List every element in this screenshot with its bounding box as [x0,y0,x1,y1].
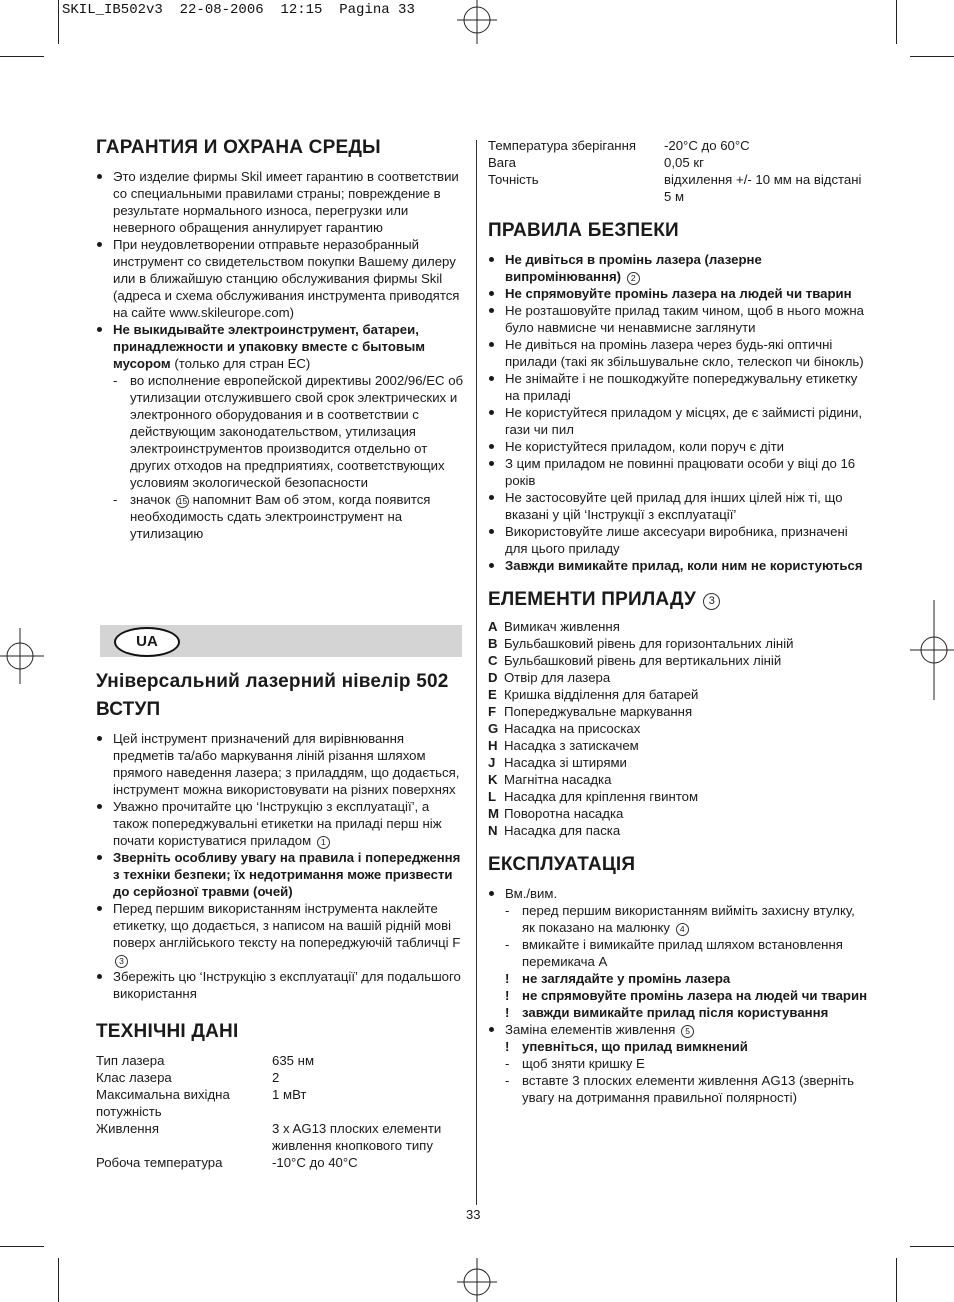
list-item: При неудовлетворении отправьте неразобранный инструмент со свидетельством покупки Вашему дилеру или в ближайшую станцию обслуживания фирмы Skil (адреса и схема обслуживания инструмента приводятся на сайте www.skileurope.com) [96,236,468,321]
page-number: 33 [466,1207,481,1222]
crop-mark [910,1246,954,1247]
crop-mark [58,0,59,44]
list-item [488,720,868,737]
figure-ref-icon: 3 [703,593,720,610]
crop-mark [896,0,897,44]
list-item: Не спрямовуйте промінь лазера на людей чи тварин [488,285,868,302]
list-item: Не користуйтеся приладом, коли поруч є діти [488,438,868,455]
list-item [488,686,868,703]
part-name: Попереджувальне маркування [504,704,693,719]
part-name: Отвір для лазера [504,670,611,685]
spec-value: 3 x AG13 плоских елементи живлення кнопкового типу [272,1121,442,1153]
part-letter: J [488,755,496,770]
list-item [488,805,868,822]
warning-item: ! упевніться, що прилад вимкнений [488,1038,868,1055]
list-item: Не застосовуйте цей прилад для інших цілей ніж ті, що вказані у цій ‘Інструкції з експлуатації’ [488,489,868,523]
list-item [488,251,868,285]
list-item: - во исполнение европейской директивы 2002/96/ЕС об утилизации отслужившего свой срок электрических и электронного оборудования и в соответствии с действующим законодательством, утилизация электроинструментов производится отдельно от других отходов на предприятиях, соответствующих условиям экологической безопасности [96,372,468,491]
spec-label: Вага [488,155,516,170]
part-letter: M [488,806,499,821]
figure-ref-icon: 15 [177,496,188,506]
part-name: Насадка для кріплення гвинтом [504,789,699,804]
list-item: Это изделие фирмы Skil имеет гарантию в соответствии со специальными правилами страны; повреждение в результате нормального износа, перегрузки или неверного обращения аннулирует гарантию [96,168,468,236]
list-item [488,737,868,754]
spec-label: Живлення [96,1121,159,1136]
bold-text: Не выкидывайте электроинструмент, батареи, принадлежности и упаковку вместе с бытовым мусором [113,322,426,371]
part-name: Насадка зі штирями [504,755,627,770]
intro-list [96,730,468,1002]
text: напомнит Вам об этом, когда появится необходимость сдать электроинструмент на утилизацию [130,492,431,541]
part-letter: F [488,704,497,719]
crop-mark [896,1258,897,1302]
spec-label: Температура зберігання [488,138,636,153]
spec-label: Тип лазера [96,1053,165,1068]
list-item [96,900,468,968]
table-row [96,1069,468,1086]
tech-heading: ТЕХНІЧНІ ДАНІ [96,1021,239,1042]
figure-ref-icon: 2 [627,272,640,285]
warranty-list [96,168,468,542]
text: значок [130,492,175,507]
list-item: З цим приладом не повинні працювати особи у віці до 16 років [488,455,868,489]
part-name: Вимикач живлення [504,619,620,634]
safety-list [488,251,868,574]
spec-label: Максимальна вихідна потужність [96,1087,230,1119]
text: Перед першим використанням інструмента наклейте етикетку, що додається, з написом на вашій рідній мові поверх англійського тексту на попереджуючій табличці F [113,901,461,950]
list-item: - вставте 3 плоских елементи живлення AG13 (зверніть увагу на дотримання правильної полярності) [488,1072,868,1106]
crop-mark [910,56,954,57]
part-letter: C [488,653,498,668]
list-item [96,321,468,372]
table-row [96,1086,468,1120]
figure-ref-icon: 5 [681,1025,694,1038]
spec-value: 1 мВт [272,1087,307,1102]
list-item: Не знімайте і не пошкоджуйте попереджувальну етикетку на приладі [488,370,868,404]
language-badge: UA [114,627,180,657]
text: Заміна елементів живлення [505,1022,680,1037]
list-item: - щоб зняти кришку E [488,1055,868,1072]
part-name: Бульбашковий рівень для вертикальних ліній [504,653,782,668]
left-column [96,132,468,542]
operation-heading: ЕКСПЛУАТАЦІЯ [488,854,636,875]
spec-value: 2 [272,1070,280,1085]
part-name: Магнітна насадка [504,772,612,787]
list-item [488,788,868,805]
left-column-lower [96,668,468,1171]
spec-label: Точність [488,172,539,187]
warranty-section [96,132,468,542]
crop-mark [0,56,44,57]
safety-heading: ПРАВИЛА БЕЗПЕКИ [488,220,679,241]
part-name: Насадка для паска [504,823,621,838]
right-column [488,137,868,1106]
list-item [488,771,868,788]
part-name: Насадка на присосках [504,721,641,736]
list-item [488,822,868,839]
list-item: Збережіть цю ‘Інструкцію з експлуатації’ для подальшого використання [96,968,468,1002]
elements-heading [488,588,868,612]
table-row [96,1120,468,1154]
table-row [96,1154,468,1171]
list-item [488,902,868,936]
part-name: Насадка з затискачем [504,738,639,753]
part-letter: N [488,823,498,838]
list-item: Не розташовуйте прилад таким чином, щоб в нього можна було навмисне чи ненавмисне заглянути [488,302,868,336]
list-item: Цей інструмент призначений для вирівнювання предметів та/або маркування ліній різання шляхом прямого наведення лазера; з приладдям, що додається, інструмент можна використовувати на різних поверхнях [96,730,468,798]
text: Уважно прочитайте цю ‘Інструкцію з експлуатації’, а також попереджувальні етикетки на приладі перш ніж почати користуватися приладом [113,799,442,848]
list-item [488,618,868,635]
crop-mark [0,1246,44,1247]
list-item: - вмикайте і вимикайте прилад шляхом встановлення перемикача A [488,936,868,970]
tech-table-continued [488,137,868,205]
tech-table [96,1052,468,1171]
spec-label: Клас лазера [96,1070,172,1085]
list-item [488,652,868,669]
list-item: Використовуйте лише аксесуари виробника, призначені для цього приладу [488,523,868,557]
language-banner [100,625,462,657]
registration-mark-icon [0,628,44,684]
text: перед першим використанням вийміть захисну втулку, як показано на малюнку [522,903,855,935]
part-letter: B [488,636,498,651]
heading-text: ЕЛЕМЕНТИ ПРИЛАДУ [488,589,696,610]
figure-ref-icon: 4 [676,923,689,936]
part-letter: E [488,687,497,702]
text: Не дивіться в промінь лазера (лазерне випромінювання) [505,252,762,284]
intro-heading: ВСТУП [96,699,161,720]
list-item [488,669,868,686]
registration-mark-icon [455,1258,499,1302]
spec-value: 0,05 кг [664,155,704,170]
list-item [488,703,868,720]
part-letter: G [488,721,499,736]
part-letter: H [488,738,498,753]
list-item: Не дивіться на промінь лазера через будь-які оптичні прилади (такі як збільшувальне скло, телескоп чи бінокль) [488,336,868,370]
figure-ref-icon: 1 [317,836,330,849]
text: (только для стран ЕС) [170,356,311,371]
part-letter: A [488,619,498,634]
spec-value: відхилення +/- 10 мм на відстані 5 м [664,172,862,204]
part-letter: L [488,789,497,804]
registration-mark-icon [910,600,954,700]
part-name: Бульбашковий рівень для горизонтальних ліній [504,636,794,651]
operation-list [488,885,868,1106]
part-letter: D [488,670,498,685]
list-item [96,798,468,849]
part-name: Поворотна насадка [504,806,624,821]
spec-value: -20°C до 60°C [664,138,750,153]
table-row [488,137,868,154]
warning-item: ! завжди вимикайте прилад після користування [488,1004,868,1021]
print-header: SKIL_IB502v3 22-08-2006 12:15 Pagina 33 [62,2,415,18]
warning-item: ! не спрямовуйте промінь лазера на людей чи тварин [488,987,868,1004]
list-item [488,754,868,771]
spec-value: 635 нм [272,1053,315,1068]
table-row [488,154,868,171]
list-item [488,1021,868,1038]
list-item: Зверніть особливу увагу на правила і попередження з техніки безпеки; їх недотримання може призвести до серйозної травми (очей) [96,849,468,900]
table-row [96,1052,468,1069]
spec-label: Робоча температура [96,1155,223,1170]
list-item [488,635,868,652]
column-divider [476,140,477,1205]
warning-item: ! не заглядайте у промінь лазера [488,970,868,987]
product-title: Універсальний лазерний нівелір 502 [96,671,449,692]
spec-value: -10°C до 40°C [272,1155,358,1170]
list-item [96,491,468,542]
part-letter: K [488,772,498,787]
list-item: Вм./вим. [488,885,868,902]
table-row [488,171,868,205]
list-item: Завжди вимикайте прилад, коли ним не користуються [488,557,868,574]
figure-ref-icon: 3 [115,955,128,968]
part-name: Кришка відділення для батарей [504,687,699,702]
crop-mark [58,1258,59,1302]
list-item: Не користуйтеся приладом у місцях, де є займисті рідини, гази чи пил [488,404,868,438]
warranty-heading: ГАРАНТИЯ И ОХРАНА СРЕДЫ [96,137,381,158]
registration-mark-icon [455,0,499,44]
elements-list [488,618,868,839]
